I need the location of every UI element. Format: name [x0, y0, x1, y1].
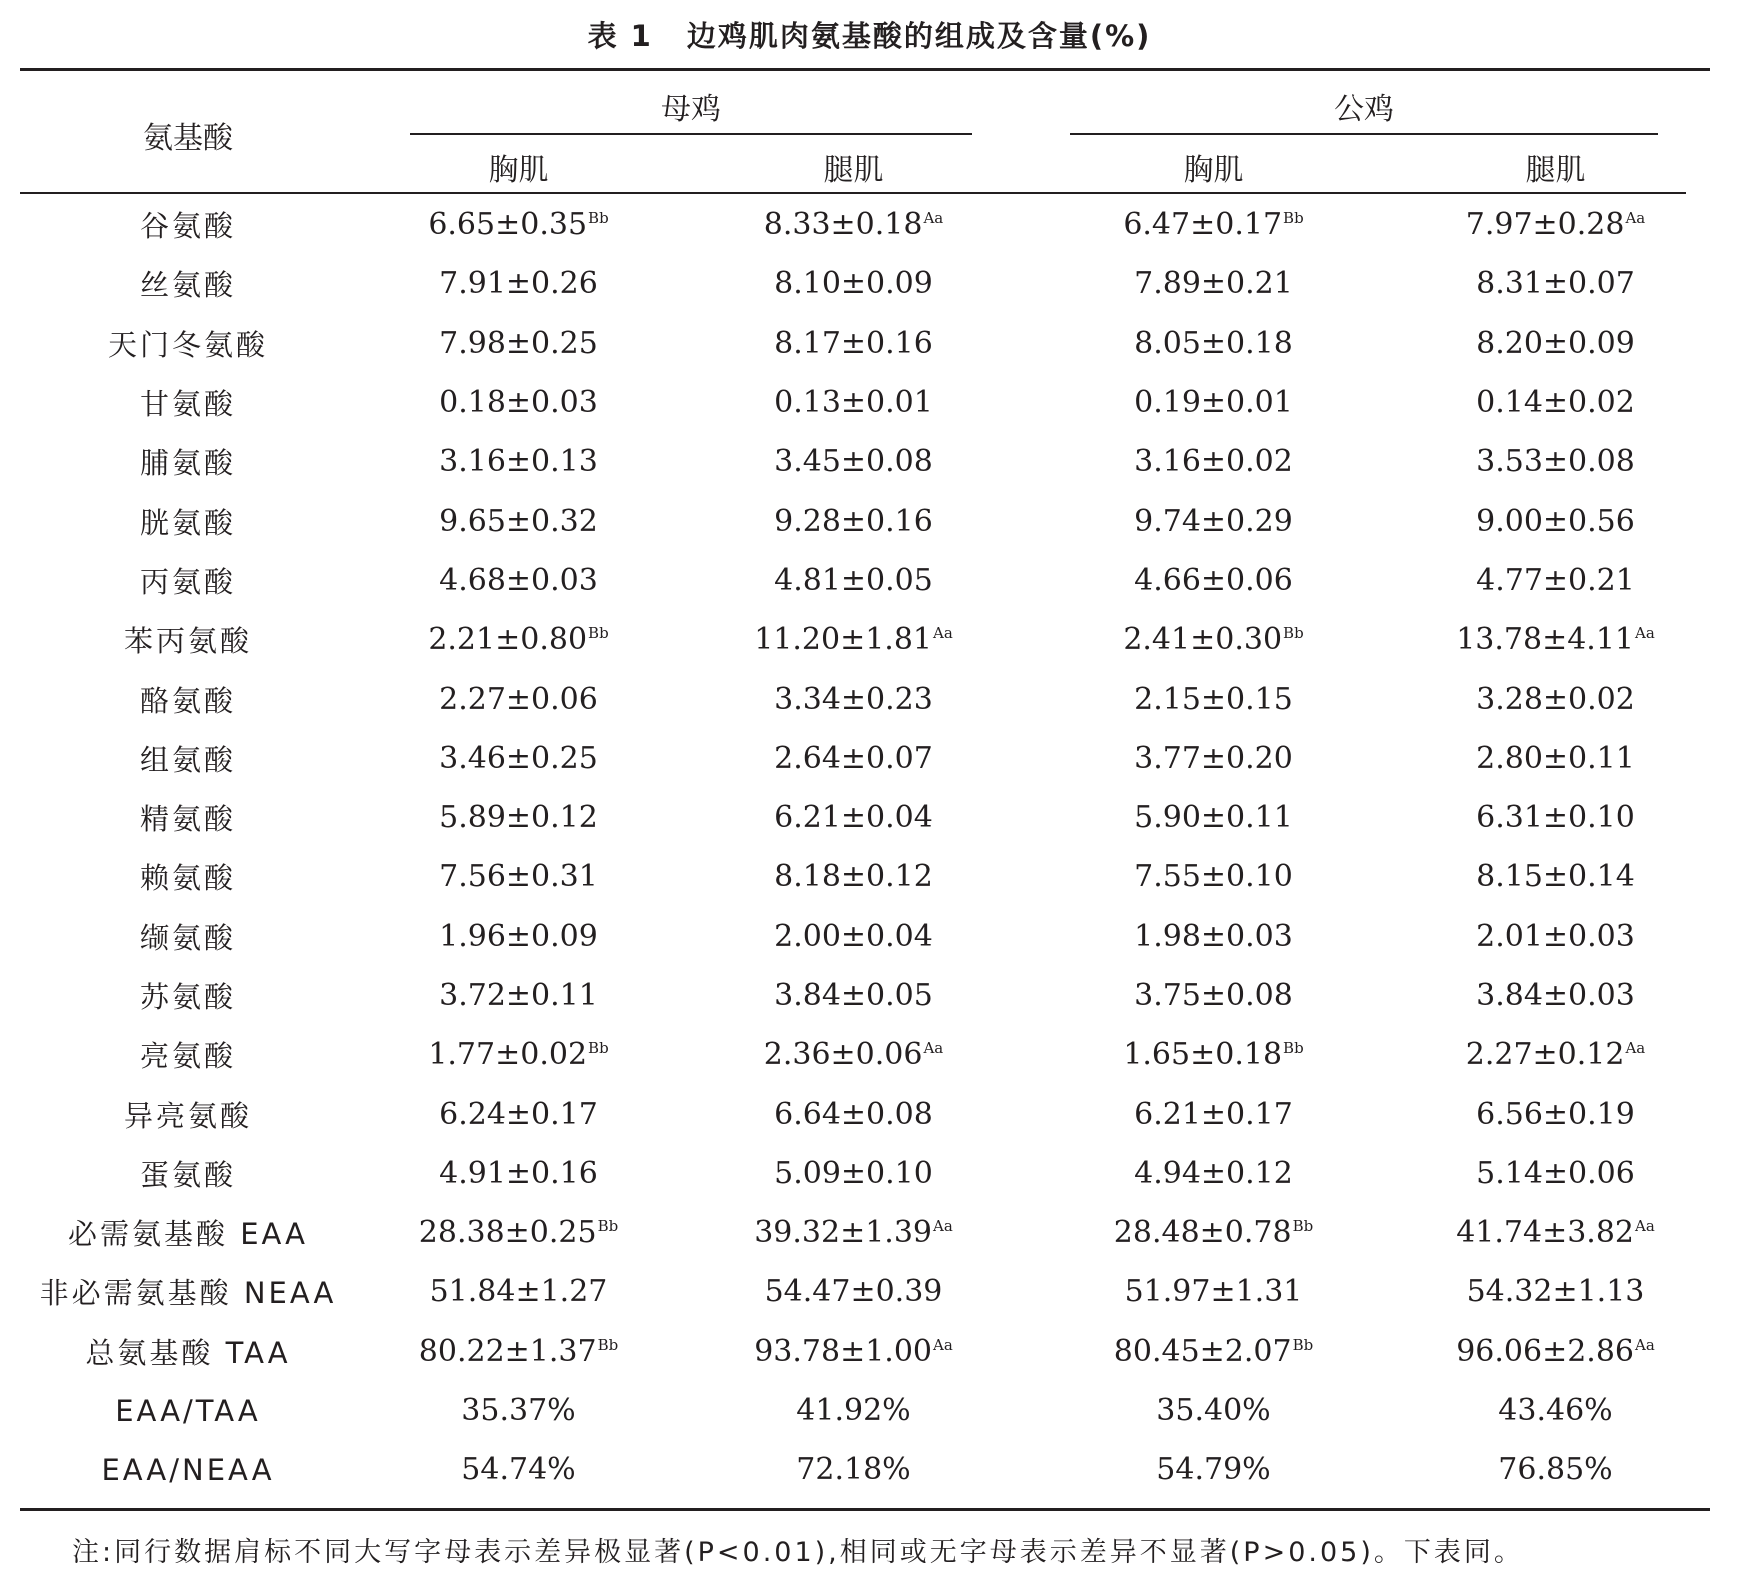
- value-text: 6.47±0.17: [1123, 207, 1283, 243]
- table-row: [20, 254, 1710, 313]
- value-text: 6.24±0.17: [439, 1096, 598, 1132]
- value-cell: [1401, 373, 1710, 432]
- value-text: 3.16±0.02: [1134, 444, 1293, 480]
- table-row: [20, 432, 1710, 491]
- value-cell: [1026, 195, 1401, 254]
- significance-superscript: Bb: [1283, 209, 1304, 228]
- value-text: 4.94±0.12: [1134, 1155, 1293, 1191]
- value-text: 2.41±0.30: [1123, 622, 1283, 658]
- value-text: 4.68±0.03: [439, 562, 598, 598]
- value-cell: [681, 610, 1026, 669]
- value-text: 6.64±0.08: [774, 1096, 933, 1132]
- amino-acid-name: 天门冬氨酸: [107, 327, 268, 362]
- value-cell: [356, 1440, 681, 1499]
- value-cell: [356, 1262, 681, 1321]
- value-cell: [356, 669, 681, 728]
- significance-superscript: Bb: [588, 624, 609, 643]
- value-cell: [356, 610, 681, 669]
- value-cell: [356, 254, 681, 313]
- value-cell: [1026, 491, 1401, 550]
- value-cell: [1401, 907, 1710, 966]
- value-cell: [1026, 551, 1401, 610]
- value-text: 8.31±0.07: [1476, 266, 1635, 302]
- value-cell: [1401, 788, 1710, 847]
- table-row: [20, 907, 1710, 966]
- value-text: 51.84±1.27: [429, 1274, 608, 1310]
- value-cell: [1026, 907, 1401, 966]
- table-row: [20, 491, 1710, 550]
- value-text: 41.74±3.82: [1456, 1215, 1635, 1251]
- value-text: 72.18%: [796, 1452, 911, 1488]
- value-cell: [681, 1322, 1026, 1381]
- table-row: [20, 1381, 1710, 1440]
- value-text: 7.98±0.25: [439, 325, 598, 361]
- value-cell: [1026, 314, 1401, 373]
- value-cell: [681, 788, 1026, 847]
- amino-acid-name: 组氨酸: [139, 742, 236, 777]
- table-number: 表 1: [587, 19, 653, 53]
- group-rule-rooster: [1070, 133, 1658, 135]
- table-row: [20, 729, 1710, 788]
- value-cell: [1026, 1084, 1401, 1143]
- value-text: 9.74±0.29: [1134, 503, 1293, 539]
- table-row: [20, 1262, 1710, 1321]
- table-row: [20, 669, 1710, 728]
- value-cell: [356, 729, 681, 788]
- value-text: 2.36±0.06: [763, 1037, 923, 1073]
- value-cell: [356, 966, 681, 1025]
- value-text: 2.27±0.12: [1465, 1037, 1625, 1073]
- value-text: 3.28±0.02: [1476, 681, 1635, 717]
- value-text: 7.97±0.28: [1465, 207, 1625, 243]
- value-text: 28.38±0.25: [418, 1215, 597, 1251]
- value-text: 2.00±0.04: [774, 918, 933, 954]
- value-text: 0.19±0.01: [1134, 385, 1293, 421]
- value-cell: [1401, 1322, 1710, 1381]
- value-text: 6.21±0.04: [774, 800, 933, 836]
- amino-acid-name: 必需氨基酸 EAA: [67, 1217, 309, 1252]
- value-text: 2.27±0.06: [439, 681, 598, 717]
- value-text: 8.05±0.18: [1134, 325, 1293, 361]
- value-cell: [1401, 966, 1710, 1025]
- value-text: 0.14±0.02: [1476, 385, 1635, 421]
- value-text: 9.65±0.32: [439, 503, 598, 539]
- value-cell: [1026, 729, 1401, 788]
- value-cell: [681, 1084, 1026, 1143]
- significance-superscript: Aa: [923, 1039, 944, 1058]
- value-cell: [356, 1025, 681, 1084]
- value-text: 11.20±1.81: [754, 622, 933, 658]
- amino-acid-name: 非必需氨基酸 NEAA: [39, 1276, 337, 1311]
- amino-acid-name: 异亮氨酸: [123, 1098, 252, 1133]
- bottom-rule: [20, 1508, 1710, 1511]
- value-text: 2.01±0.03: [1476, 918, 1635, 954]
- value-text: 3.75±0.08: [1134, 978, 1293, 1013]
- value-text: 3.77±0.20: [1134, 740, 1293, 776]
- value-text: 3.84±0.05: [774, 978, 933, 1013]
- table-row: [20, 788, 1710, 847]
- amino-acid-name: 蛋氨酸: [139, 1157, 236, 1192]
- value-cell: [356, 195, 681, 254]
- value-cell: [356, 1381, 681, 1440]
- value-cell: [681, 491, 1026, 550]
- value-cell: [1026, 669, 1401, 728]
- value-text: 4.81±0.05: [774, 562, 933, 598]
- value-text: 8.20±0.09: [1476, 325, 1635, 361]
- subheader-hen-breast: 胸肌: [488, 153, 549, 188]
- value-cell: [681, 373, 1026, 432]
- significance-superscript: Aa: [1635, 624, 1655, 643]
- amino-acid-name: EAA/NEAA: [101, 1452, 275, 1487]
- table-body: [20, 195, 1710, 1500]
- value-cell: [681, 1262, 1026, 1321]
- amino-acid-name: 苏氨酸: [139, 980, 236, 1014]
- value-cell: [356, 847, 681, 906]
- significance-superscript: Aa: [933, 1217, 953, 1236]
- value-cell: [1026, 847, 1401, 906]
- value-cell: [1401, 669, 1710, 728]
- value-text: 8.33±0.18: [763, 207, 923, 243]
- value-cell: [1026, 1322, 1401, 1381]
- value-text: 8.18±0.12: [774, 859, 933, 895]
- value-cell: [1026, 1262, 1401, 1321]
- table-row: [20, 847, 1710, 906]
- value-cell: [681, 1144, 1026, 1203]
- subheader-rooster-thigh: 腿肌: [1525, 153, 1586, 188]
- amino-acid-name: EAA/TAA: [115, 1393, 261, 1428]
- significance-superscript: Bb: [1283, 624, 1304, 643]
- table-row: [20, 1025, 1710, 1084]
- value-cell: [1026, 1144, 1401, 1203]
- significance-superscript: Aa: [923, 209, 944, 228]
- value-cell: [681, 1381, 1026, 1440]
- value-cell: [681, 847, 1026, 906]
- value-text: 7.91±0.26: [439, 266, 598, 302]
- significance-superscript: Bb: [1292, 1335, 1314, 1354]
- table-row: [20, 1203, 1710, 1262]
- value-cell: [681, 432, 1026, 491]
- value-text: 7.55±0.10: [1134, 859, 1293, 895]
- value-cell: [1401, 1144, 1710, 1203]
- value-cell: [681, 195, 1026, 254]
- amino-acid-name: 总氨基酸 TAA: [85, 1335, 291, 1370]
- table-row: [20, 1084, 1710, 1143]
- value-cell: [356, 551, 681, 610]
- table-row: [20, 1440, 1710, 1499]
- value-cell: [1401, 314, 1710, 373]
- value-cell: [1026, 254, 1401, 313]
- value-cell: [681, 1203, 1026, 1262]
- amino-acid-name: 丝氨酸: [139, 268, 236, 303]
- value-cell: [681, 729, 1026, 788]
- value-text: 3.46±0.25: [439, 740, 598, 776]
- value-cell: [1026, 1440, 1401, 1499]
- value-text: 5.90±0.11: [1134, 800, 1293, 836]
- value-text: 3.34±0.23: [774, 681, 933, 717]
- value-cell: [356, 1144, 681, 1203]
- value-text: 3.16±0.13: [439, 444, 598, 480]
- value-cell: [1026, 788, 1401, 847]
- value-cell: [1401, 1381, 1710, 1440]
- value-cell: [1401, 729, 1710, 788]
- value-cell: [1401, 610, 1710, 669]
- value-text: 7.56±0.31: [439, 859, 598, 895]
- value-text: 2.80±0.11: [1476, 740, 1635, 776]
- value-cell: [1401, 254, 1710, 313]
- significance-superscript: Bb: [588, 1039, 609, 1058]
- table-row: [20, 1144, 1710, 1203]
- value-cell: [681, 1440, 1026, 1499]
- value-text: 4.77±0.21: [1476, 562, 1635, 598]
- value-cell: [1401, 1203, 1710, 1262]
- significance-superscript: Bb: [597, 1335, 619, 1354]
- value-text: 0.13±0.01: [774, 385, 933, 421]
- value-cell: [356, 432, 681, 491]
- significance-superscript: Bb: [1283, 1039, 1304, 1058]
- row-header: 氨基酸: [143, 121, 233, 156]
- value-text: 28.48±0.78: [1113, 1215, 1292, 1251]
- value-cell: [1026, 373, 1401, 432]
- amino-acid-name: 酪氨酸: [139, 683, 236, 718]
- value-cell: [356, 788, 681, 847]
- significance-superscript: Bb: [1292, 1217, 1314, 1236]
- group-header-rooster: 公鸡: [1334, 92, 1394, 127]
- significance-superscript: Bb: [588, 209, 609, 228]
- value-text: 7.89±0.21: [1134, 266, 1293, 302]
- value-text: 76.85%: [1498, 1452, 1613, 1488]
- amino-acid-name: 亮氨酸: [139, 1039, 236, 1074]
- value-text: 54.47±0.39: [764, 1274, 943, 1310]
- value-text: 80.22±1.37: [418, 1333, 597, 1369]
- value-cell: [681, 254, 1026, 313]
- value-cell: [356, 1084, 681, 1143]
- value-cell: [356, 373, 681, 432]
- value-text: 1.98±0.03: [1134, 918, 1293, 954]
- value-text: 3.45±0.08: [774, 444, 933, 480]
- header-rule: [20, 192, 1686, 194]
- value-text: 1.77±0.02: [428, 1037, 588, 1073]
- value-cell: [1026, 610, 1401, 669]
- value-text: 54.74%: [461, 1452, 576, 1488]
- amino-acid-name: 谷氨酸: [139, 209, 236, 244]
- table-row: [20, 314, 1710, 373]
- value-cell: [356, 907, 681, 966]
- value-text: 5.14±0.06: [1476, 1155, 1635, 1191]
- significance-superscript: Aa: [933, 624, 953, 643]
- amino-acid-name: 胱氨酸: [139, 505, 236, 540]
- amino-acid-name: 丙氨酸: [139, 564, 236, 599]
- value-text: 51.97±1.31: [1124, 1274, 1303, 1310]
- amino-acid-name: 精氨酸: [139, 802, 236, 837]
- group-rule-hen: [410, 133, 972, 135]
- value-text: 5.09±0.10: [774, 1155, 933, 1191]
- value-cell: [1401, 491, 1710, 550]
- value-text: 6.56±0.19: [1476, 1096, 1635, 1132]
- value-text: 2.21±0.80: [428, 622, 588, 658]
- value-text: 2.64±0.07: [774, 740, 933, 776]
- table-row: [20, 1322, 1710, 1381]
- value-text: 9.28±0.16: [774, 503, 933, 539]
- value-text: 43.46%: [1498, 1393, 1613, 1429]
- significance-superscript: Aa: [1625, 1039, 1646, 1058]
- table-note: 注:同行数据肩标不同大写字母表示差异极显著(P<0.01),相同或无字母表示差异不显著(P>0.05)。下表同。: [72, 1537, 1524, 1568]
- value-cell: [681, 1025, 1026, 1084]
- value-text: 4.66±0.06: [1134, 562, 1293, 598]
- value-text: 35.37%: [461, 1393, 576, 1429]
- value-text: 96.06±2.86: [1456, 1333, 1635, 1369]
- table-title: 边鸡肌肉氨基酸的组成及含量(%): [686, 19, 1152, 53]
- group-header-hen: 母鸡: [661, 92, 721, 127]
- value-text: 0.18±0.03: [439, 385, 598, 421]
- value-text: 6.65±0.35: [428, 207, 588, 243]
- significance-superscript: Aa: [1635, 1217, 1655, 1236]
- value-text: 41.92%: [796, 1393, 911, 1429]
- table-row: [20, 195, 1710, 254]
- value-text: 3.84±0.03: [1476, 978, 1635, 1013]
- value-text: 93.78±1.00: [754, 1333, 933, 1369]
- value-cell: [1401, 1084, 1710, 1143]
- value-cell: [681, 551, 1026, 610]
- value-text: 2.15±0.15: [1134, 681, 1293, 717]
- value-text: 39.32±1.39: [754, 1215, 933, 1251]
- value-cell: [1401, 1262, 1710, 1321]
- value-text: 1.65±0.18: [1123, 1037, 1283, 1073]
- significance-superscript: Bb: [597, 1217, 619, 1236]
- amino-acid-name: 缬氨酸: [139, 920, 236, 955]
- value-cell: [1026, 1203, 1401, 1262]
- value-cell: [1401, 432, 1710, 491]
- value-cell: [1401, 1440, 1710, 1499]
- value-text: 9.00±0.56: [1476, 503, 1635, 539]
- subheader-rooster-breast: 胸肌: [1183, 153, 1244, 188]
- value-cell: [356, 314, 681, 373]
- amino-acid-name: 赖氨酸: [139, 861, 236, 896]
- amino-acid-table: [20, 195, 1710, 1500]
- value-text: 6.31±0.10: [1476, 800, 1635, 836]
- value-text: 54.79%: [1156, 1452, 1271, 1488]
- amino-acid-name: 脯氨酸: [139, 446, 236, 481]
- value-cell: [681, 966, 1026, 1025]
- value-text: 8.17±0.16: [774, 325, 933, 361]
- value-text: 8.15±0.14: [1476, 859, 1635, 895]
- significance-superscript: Aa: [1625, 209, 1646, 228]
- value-text: 3.53±0.08: [1476, 444, 1635, 480]
- value-text: 4.91±0.16: [439, 1155, 598, 1191]
- value-cell: [681, 669, 1026, 728]
- value-text: 13.78±4.11: [1456, 622, 1635, 658]
- value-text: 54.32±1.13: [1466, 1274, 1645, 1310]
- value-cell: [356, 1322, 681, 1381]
- significance-superscript: Aa: [1635, 1335, 1655, 1354]
- value-cell: [1401, 847, 1710, 906]
- table-row: [20, 610, 1710, 669]
- value-cell: [1026, 966, 1401, 1025]
- value-text: 8.10±0.09: [774, 266, 933, 302]
- table-row: [20, 551, 1710, 610]
- table-row: [20, 966, 1710, 1025]
- significance-superscript: Aa: [933, 1335, 953, 1354]
- value-cell: [1401, 195, 1710, 254]
- value-cell: [1401, 551, 1710, 610]
- amino-acid-name: 甘氨酸: [139, 387, 236, 422]
- value-cell: [681, 314, 1026, 373]
- value-cell: [356, 491, 681, 550]
- value-text: 3.72±0.11: [439, 978, 598, 1013]
- value-cell: [356, 1203, 681, 1262]
- value-cell: [681, 907, 1026, 966]
- amino-acid-name: 苯丙氨酸: [123, 624, 252, 659]
- subheader-hen-thigh: 腿肌: [823, 153, 884, 188]
- value-text: 6.21±0.17: [1134, 1096, 1293, 1132]
- value-cell: [1026, 1381, 1401, 1440]
- value-cell: [1026, 1025, 1401, 1084]
- value-cell: [1026, 432, 1401, 491]
- top-rule: [20, 68, 1710, 71]
- value-cell: [1401, 1025, 1710, 1084]
- value-text: 1.96±0.09: [439, 918, 598, 954]
- table-row: [20, 373, 1710, 432]
- value-text: 5.89±0.12: [439, 800, 598, 836]
- value-text: 35.40%: [1156, 1393, 1271, 1429]
- table-caption: [0, 14, 1739, 55]
- value-text: 80.45±2.07: [1113, 1333, 1292, 1369]
